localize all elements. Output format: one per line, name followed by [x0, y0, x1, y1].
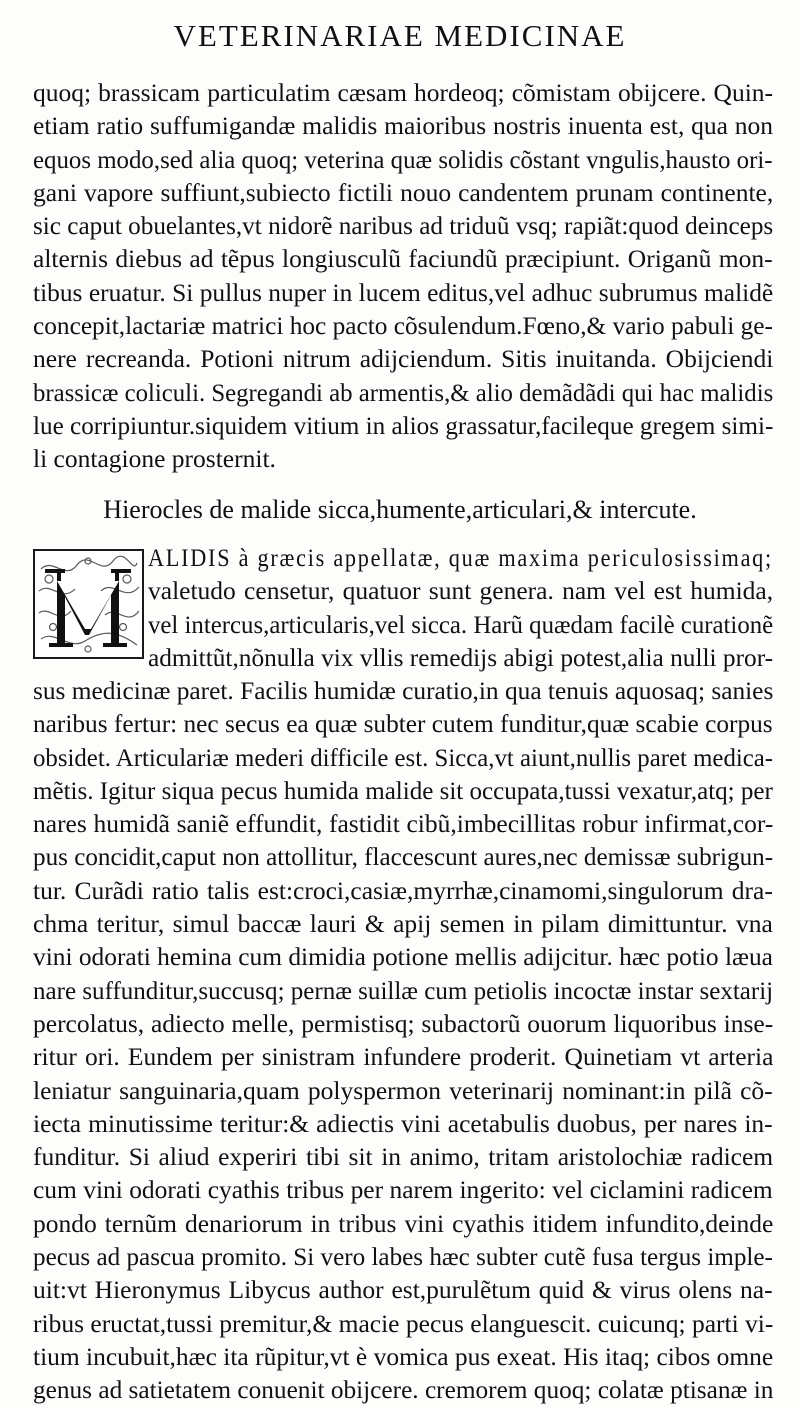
text-line: equos modo,sed alia quoq; veterina quæ solidis cõstant vngulis,hausto ori-: [33, 144, 773, 174]
text-line: gani vapore suffiunt,subiecto fictili nouo candentem prunam continente,: [33, 177, 774, 207]
text-line: ribus eructat,tussi premitur,& macie pecus elanguescit. cuicunq; parti vi-: [33, 1308, 774, 1338]
text-line: genus ad satietatem conuenit obijcere. cremorem quoq; colatæ ptisanæ in: [33, 1375, 774, 1405]
text-line: ALIDIS à græcis appellatæ, quæ maxima periculosissimaq;: [148, 543, 773, 572]
section-heading: Hierocles de malide sicca,humente,articulari,& intercute.: [103, 495, 697, 524]
paragraph-1: [33, 76, 773, 476]
text-line: brassicæ coliculi. Segregandi ab armentis,& alio demãdãdi qui hac malidis: [33, 377, 774, 407]
text-line: quoq; brassicam particulatim cæsam hordeoq; cõmistam obijcere. Quin-: [33, 78, 774, 107]
drop-cap-graphic: [35, 551, 142, 657]
text-line: percolatus, adiecto melle, permistisq; subactorũ ouorum liquoribus inse-: [33, 1008, 774, 1038]
text-line: tium incubuit,hæc ita rũpitur,vt è vomica pus exeat. His itaq; cibos omne: [33, 1341, 774, 1371]
text-line: uit:vt Hieronymus Libycus author est,purulẽtum quid & virus olens na-: [33, 1275, 773, 1305]
text-line: naribus fertur: nec secus ea quæ subter cutem funditur,quæ scabie corpus: [33, 709, 773, 739]
text-line: pus concidit,caput non attollitur, flaccescunt aures,nec demissæ subrigun-: [33, 842, 774, 872]
text-line: concepit,lactariæ matrici hoc pacto cõsulendum.Fœno,& vario pabuli ge-: [33, 311, 773, 341]
text-line: pecus ad pascua promito. Si vero labes hæc subter cutẽ fusa tergus imple-: [33, 1242, 773, 1272]
text-line: etiam ratio suffumigandæ malidis maioribus nostris inuenta est, qua non: [33, 111, 774, 141]
paragraph-2-opening: [148, 541, 773, 674]
text-line: chma teritur, simul baccæ lauri & apij semen in pilam dimittuntur. vna: [33, 909, 773, 939]
text-line: vini odorati hemina cum dimidia potione mellis adijcitur. hæc potio læua: [33, 942, 773, 972]
text-line: pondo ternũm denariorum in tribus vini cyathis itidem infundito,deinde: [33, 1208, 774, 1238]
text-line: obsidet. Articulariæ mederi difficile est. Sicca,vt aiunt,nullis paret medica-: [33, 742, 774, 772]
ornamented-initial-m-icon: [33, 549, 144, 659]
text-line: mẽtis. Igitur siqua pecus humida malide sit occupata,tussi vexatur,atq; per: [33, 775, 773, 805]
text-line: nere recreanda. Potioni nitrum adijciendum. Sitis inuitanda. Obijciendi: [33, 344, 774, 374]
text-line: cum vini odorati cyathis tribus per narem ingerito: vel ciclamini radicem: [33, 1175, 773, 1205]
running-head: VETERINARIAE MEDICINAE: [173, 18, 627, 53]
text-line: tibus eruatur. Si pullus nuper in lucem editus,vel adhuc subrumus malidẽ: [33, 277, 774, 307]
text-line: lue corripiuntur.siquidem vitium in alios grassatur,facileque gregem simi-: [33, 410, 774, 440]
text-line: alternis diebus ad tẽpus longiusculũ faciundũ præcipiunt. Origanũ mon-: [33, 244, 773, 274]
text-line: valetudo censetur, quatuor sunt genera. nam vel est humida,: [148, 576, 774, 606]
text-line: leniatur sanguinaria,quam polyspermon veterinarij nominant:in pilã cõ-: [33, 1075, 773, 1105]
text-line: iecta minutissime teritur:& adiectis vini acetabulis duobus, per nares in-: [33, 1108, 773, 1138]
text-line: vel intercus,articularis,vel sicca. Harũ quædam facilè curationẽ: [148, 609, 774, 639]
text-line: sus medicinæ paret. Facilis humidæ curatio,in qua tenuis aquosaq; sanies: [33, 676, 774, 705]
text-line: ritur ori. Eundem per sinistram infundere proderit. Quinetiam vt arteria: [33, 1042, 774, 1072]
paragraph-2-body: [33, 674, 773, 1407]
text-line: funditur. Si aliud experiri tibi sit in animo, tritam aristolochiæ radicem: [33, 1142, 774, 1172]
text-line: admittũt,nõnulla vix vllis remedijs abigi potest,alia nulli pror-: [148, 642, 774, 672]
text-line: nare suffunditur,succusq; pernæ suillæ cum petiolis incoctæ instar sextarij: [33, 975, 774, 1005]
text-line: tur. Curãdi ratio talis est:croci,casiæ,myrrhæ,cinamomi,singulorum dra-: [33, 875, 773, 905]
text-line: li contagione prosternit.: [33, 444, 276, 474]
text-line: sic caput obuelantes,vt nidorẽ naribus ad triduũ vsq; rapiãt:quod deinceps: [33, 211, 774, 241]
text-line: nares humidã saniẽ effundit, fastidit cibũ,imbecillitas robur infirmat,cor-: [33, 809, 774, 839]
